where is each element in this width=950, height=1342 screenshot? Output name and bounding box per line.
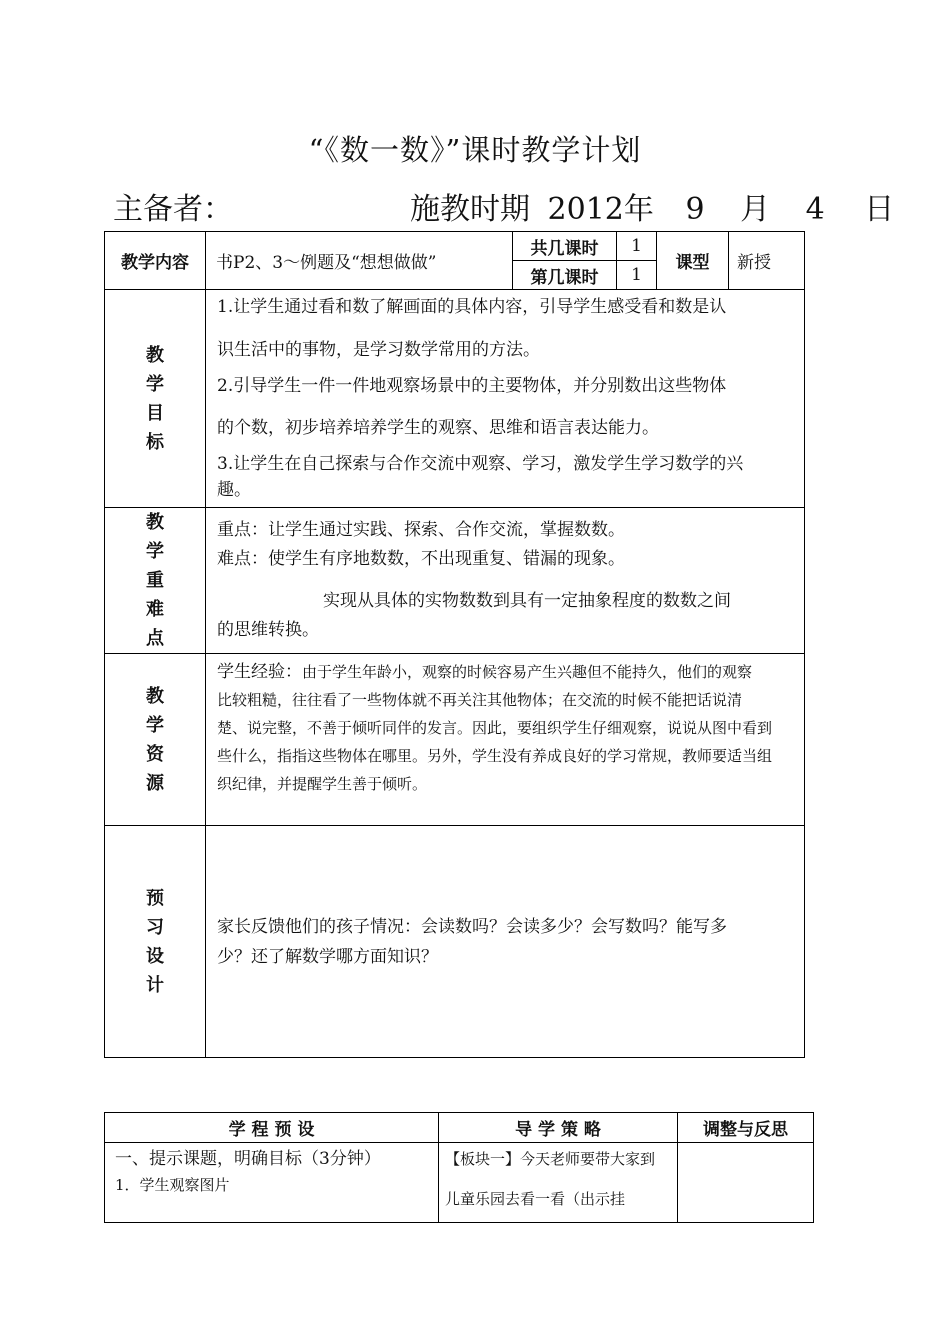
- total-lessons-label: 共几课时: [513, 232, 617, 261]
- lesson-type-value: 新授: [729, 232, 805, 290]
- process-table: [104, 1112, 814, 1223]
- resources-text: 学生经验：由于学生年龄小，观察的时候容易产生兴趣但不能持久，他们的观察 比较粗糙，往往看了一些物体就不再关注其他物体；在交流的时候不能把话说清 楚、说完整，不善于倾听同伴的发言。因此，要组织学生仔细观察，说说从图中看到 些什么，指指这些物体在哪里。另外，学生没有养成良好的学习常规，教师要适当组 织纪律，并提醒学生善于倾听。: [206, 654, 805, 826]
- key-points-label: 教 学 重 难 点: [105, 508, 206, 654]
- lesson-type-label: 课型: [657, 232, 729, 290]
- process-plan-cell: 一、提示课题，明确目标（3分钟） 1．学生观察图片: [105, 1143, 439, 1223]
- page-title: “《数一数》”课时教学计划: [308, 133, 642, 167]
- preview-text: 家长反馈他们的孩子情况：会读数吗？会读多少？会写数吗？能写多 少？还了解数学哪方面知识？: [206, 826, 805, 1058]
- process-strategy-cell: 【板块一】今天老师要带大家到 儿童乐园去看一看（出示挂: [439, 1143, 678, 1223]
- lesson-plan-table: [104, 231, 805, 1058]
- preview-label: 预 习 设 计: [105, 826, 206, 1058]
- goals-label: 教 学 目 标: [105, 290, 206, 508]
- date-month-unit: 月: [740, 192, 771, 227]
- process-col-reflection: 调整与反思: [678, 1113, 814, 1143]
- date-year: 2012: [547, 192, 624, 227]
- lesson-number-value: 1: [617, 261, 657, 290]
- resources-label: 教 学 资 源: [105, 654, 206, 826]
- date-day-unit: 日: [864, 192, 895, 227]
- goals-text: 1.让学生通过看和数了解画面的具体内容，引导学生感受看和数是认 识生活中的事物，是学习数学常用的方法。 2.引导学生一件一件地观察场景中的主要物体，并分别数出这些物体 的个数，初步培养培养学生的观察、思维和语言表达能力。 3.让学生在自己探索与合作交流中观察、学习，激发学生学习数学的兴 趣。: [206, 290, 805, 508]
- author-label: 主备者：: [113, 192, 233, 227]
- content-value: 书P2、3～例题及“想想做做”: [206, 232, 513, 290]
- process-col-strategy: 导 学 策 略: [439, 1113, 678, 1143]
- total-lessons-value: 1: [617, 232, 657, 261]
- process-col-plan: 学 程 预 设: [105, 1113, 439, 1143]
- date-label: 施教时期: [410, 192, 530, 227]
- lesson-number-label: 第几课时: [513, 261, 617, 290]
- date-line: [410, 184, 894, 228]
- date-month: 9: [685, 192, 705, 227]
- content-label: 教学内容: [105, 232, 206, 290]
- date-year-unit: 年: [623, 192, 654, 227]
- process-reflection-cell: [678, 1143, 814, 1223]
- key-points-text: 重点：让学生通过实践、探索、合作交流，掌握数数。 难点：使学生有序地数数，不出现重复、错漏的现象。 实现从具体的实物数数到具有一定抽象程度的数数之间 的思维转换。: [206, 508, 805, 654]
- date-day: 4: [805, 192, 825, 227]
